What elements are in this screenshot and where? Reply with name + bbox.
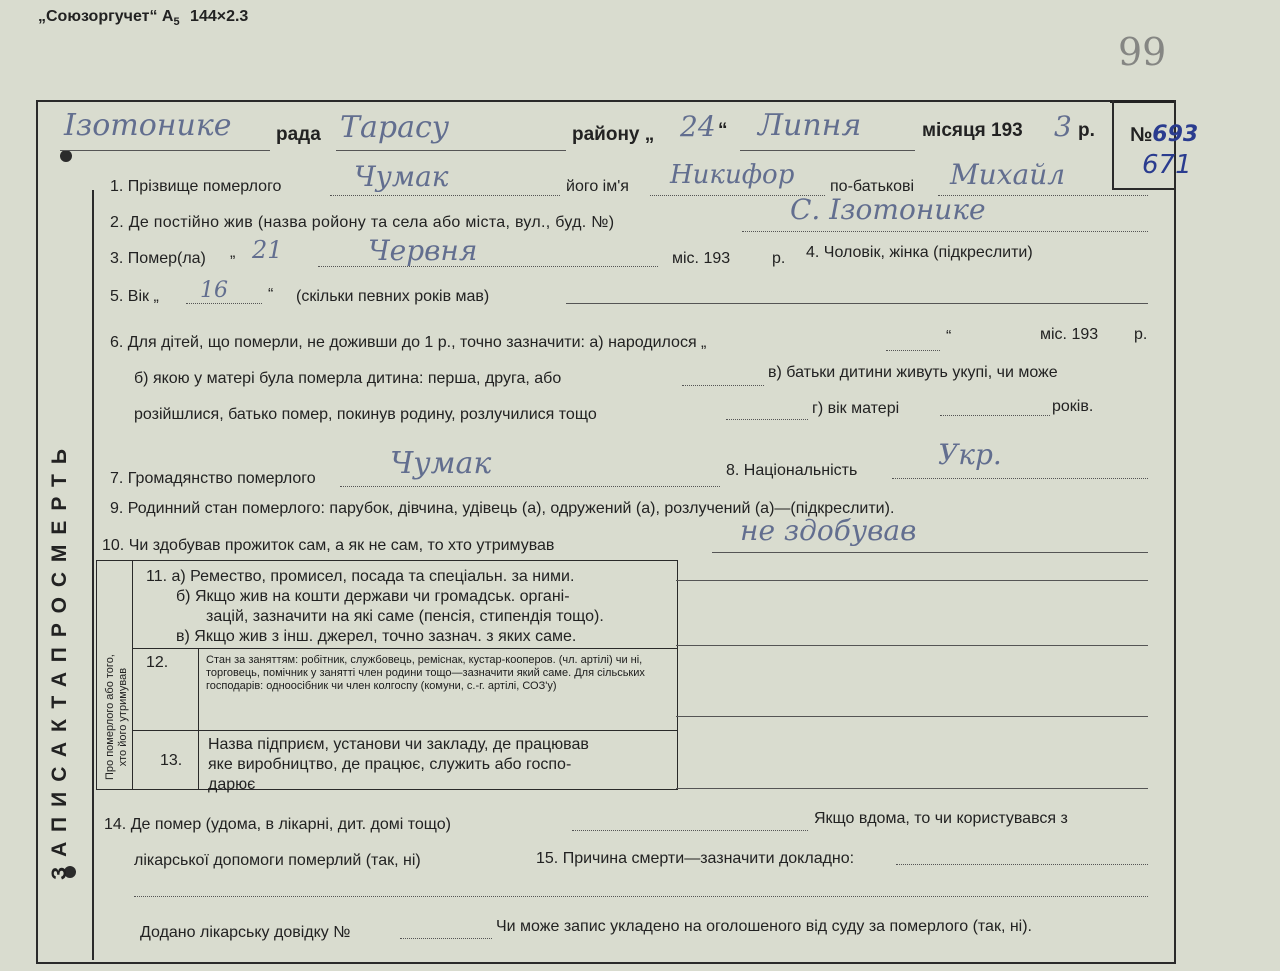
f13-line2: яке виробництво, де працює, служить або госпо- (208, 756, 572, 773)
f12-num: 12. (146, 654, 169, 671)
line (742, 231, 1148, 232)
f2-label: 2. Де постійно жив (назва ройону та села або міста, вул., буд. №) (110, 214, 615, 231)
f14-line2: лікарської допомоги померлий (так, ні) (134, 852, 421, 869)
f11-b2: зацій, зазначити на які саме (пенсія, стипендія тощо). (206, 608, 604, 625)
f8-label: 8. Національність (726, 462, 858, 479)
f1-label: 1. Прізвище померлого (110, 178, 282, 195)
f3-quote: „ (230, 244, 236, 261)
line (572, 830, 808, 831)
publisher-mark: „Союзоргучет“ $А_5$ 144×2.3 (38, 8, 249, 29)
f14-label: 14. Де помер (удома, в лікарні, дит. домі тощо) (104, 816, 451, 833)
side-title-divider (92, 190, 94, 960)
line (940, 415, 1050, 416)
line (318, 266, 658, 267)
f3-day: 21 (252, 236, 283, 264)
f9-label: 9. Родинний стан померлого: парубок, дівчина, удівець (а), одружений (а), розлучений (а)—(підкреслити). (110, 500, 895, 517)
f6-r: р. (1134, 326, 1148, 343)
f7-value: Чумак (390, 446, 492, 481)
f6-quote-close: “ (946, 328, 952, 345)
line (330, 195, 560, 196)
f11-a: 11. а) Ремество, промисел, посада та спеціальн. за ними. (146, 568, 575, 585)
f6-line1-end: міс. 193 (1040, 326, 1099, 343)
f6-line3a: розійшлися, батько помер, покинув родину, розлучилися тощо (134, 406, 597, 423)
line (676, 788, 1148, 789)
f4-label: 4. Чоловік, жінка (підкреслити) (806, 244, 1033, 261)
line (340, 486, 720, 487)
year-label: місяця 193 (922, 120, 1023, 141)
f3-month-label: міс. 193 (672, 250, 731, 267)
line (740, 150, 915, 151)
record-number: 671 (1142, 150, 1192, 180)
f3-label: 3. Помер(ла) (110, 250, 206, 267)
rayon-label: району „ (572, 124, 655, 145)
added-tail: Чи може запис укладено на оголошеного від суду за померлого (так, ні). (496, 918, 1032, 935)
line (886, 350, 940, 351)
hand-village: Ізотонике (64, 108, 232, 143)
f10-value: не здобував (740, 514, 917, 547)
occupation-box-divider (132, 560, 133, 790)
line (682, 385, 764, 386)
punch-hole (60, 150, 72, 162)
f1-patronymic: Михайл (950, 158, 1066, 191)
line (60, 150, 270, 151)
number-box-top (1110, 100, 1174, 103)
number-label: №693 (1130, 122, 1199, 147)
f1-name-label: його ім'я (566, 178, 629, 195)
f3-r: р. (772, 250, 786, 267)
f3-month: Червня (368, 234, 478, 267)
f1-surname: Чумак (354, 160, 449, 193)
year-suffix: р. (1078, 120, 1095, 141)
hand-rayon: Тарасу (340, 110, 450, 145)
number-box-bottom (1112, 188, 1174, 190)
box-row-line (132, 648, 678, 649)
line (186, 303, 262, 304)
f1-name: Никифор (670, 160, 795, 190)
box-num-divider (198, 648, 199, 790)
hand-day: 24 (680, 110, 716, 143)
side-title: ЗАПИСАКТАПРОСМЕРТЬ (48, 439, 71, 880)
added-label: Додано лікарську довідку № (140, 924, 351, 941)
f5-hint: (скільки певних років мав) (296, 288, 490, 305)
f15-label: 15. Причина смерти—зазначити докладно: (536, 850, 855, 867)
f5-close: “ (268, 286, 274, 303)
archive-page-number: 99 (1118, 30, 1167, 74)
line (712, 552, 1148, 553)
f6-line3c: років. (1052, 398, 1094, 415)
line (896, 864, 1148, 865)
f8-value: Укр. (938, 438, 1002, 471)
f5-label: 5. Вік „ (110, 288, 159, 305)
line (676, 645, 1148, 646)
line (566, 303, 1148, 304)
f13-line3: дарює (208, 776, 256, 793)
box-side-label: Про померлого або того, хто його утримував (104, 654, 129, 780)
f14-tail: Якщо вдома, то чи користувався з (814, 810, 1068, 827)
f11-c: в) Якщо жив з інш. джерел, точно зазнач. з яких саме. (176, 628, 577, 645)
line (726, 419, 808, 420)
f1-patronymic-label: по-батькові (830, 178, 915, 195)
f13-line1: Назва підприєм, установи чи закладу, де працював (208, 736, 589, 753)
number-box-left (1112, 100, 1114, 190)
line (134, 896, 1148, 897)
line (892, 478, 1148, 479)
f6-line3b: г) вік матері (812, 400, 900, 417)
rada-label: рада (276, 124, 321, 145)
line (676, 716, 1148, 717)
f6-line2a: б) якою у матері була померла дитина: перша, друга, або (134, 370, 562, 387)
f6-line2b: в) батьки дитини живуть укупі, чи може (768, 364, 1058, 381)
box-row-line (132, 730, 678, 731)
line (336, 150, 566, 151)
f11-b1: б) Якщо жив на кошти держави чи громадськ. органі- (176, 588, 570, 605)
hand-year-digit: 3 (1054, 110, 1072, 143)
f5-value: 16 (200, 278, 228, 303)
f10-label: 10. Чи здобував прожиток сам, а як не сам, то хто утримував (102, 537, 555, 554)
f12-text: Стан за заняттям: робітник, службовець, реміснак, кустар-кооперов. (чл. артілі) чи ні, торговець, помічник у занятті член родини тощо—зазначити який саме. Для сільських господарів: одноосібник чи член колгоспу (комуни, с.-г. артілі, СОЗ'у) (206, 654, 645, 692)
hand-month: Липня (758, 108, 862, 143)
line (676, 580, 1148, 581)
f13-num: 13. (160, 752, 183, 769)
quote-mark: “ (718, 120, 728, 141)
f2-value: С. Ізотонике (790, 193, 986, 226)
line (400, 938, 492, 939)
f7-label: 7. Громадянство померлого (110, 470, 316, 487)
f6-line1: 6. Для дітей, що померли, не доживши до 1 р., точно зазначити: а) народилося „ (110, 334, 707, 351)
